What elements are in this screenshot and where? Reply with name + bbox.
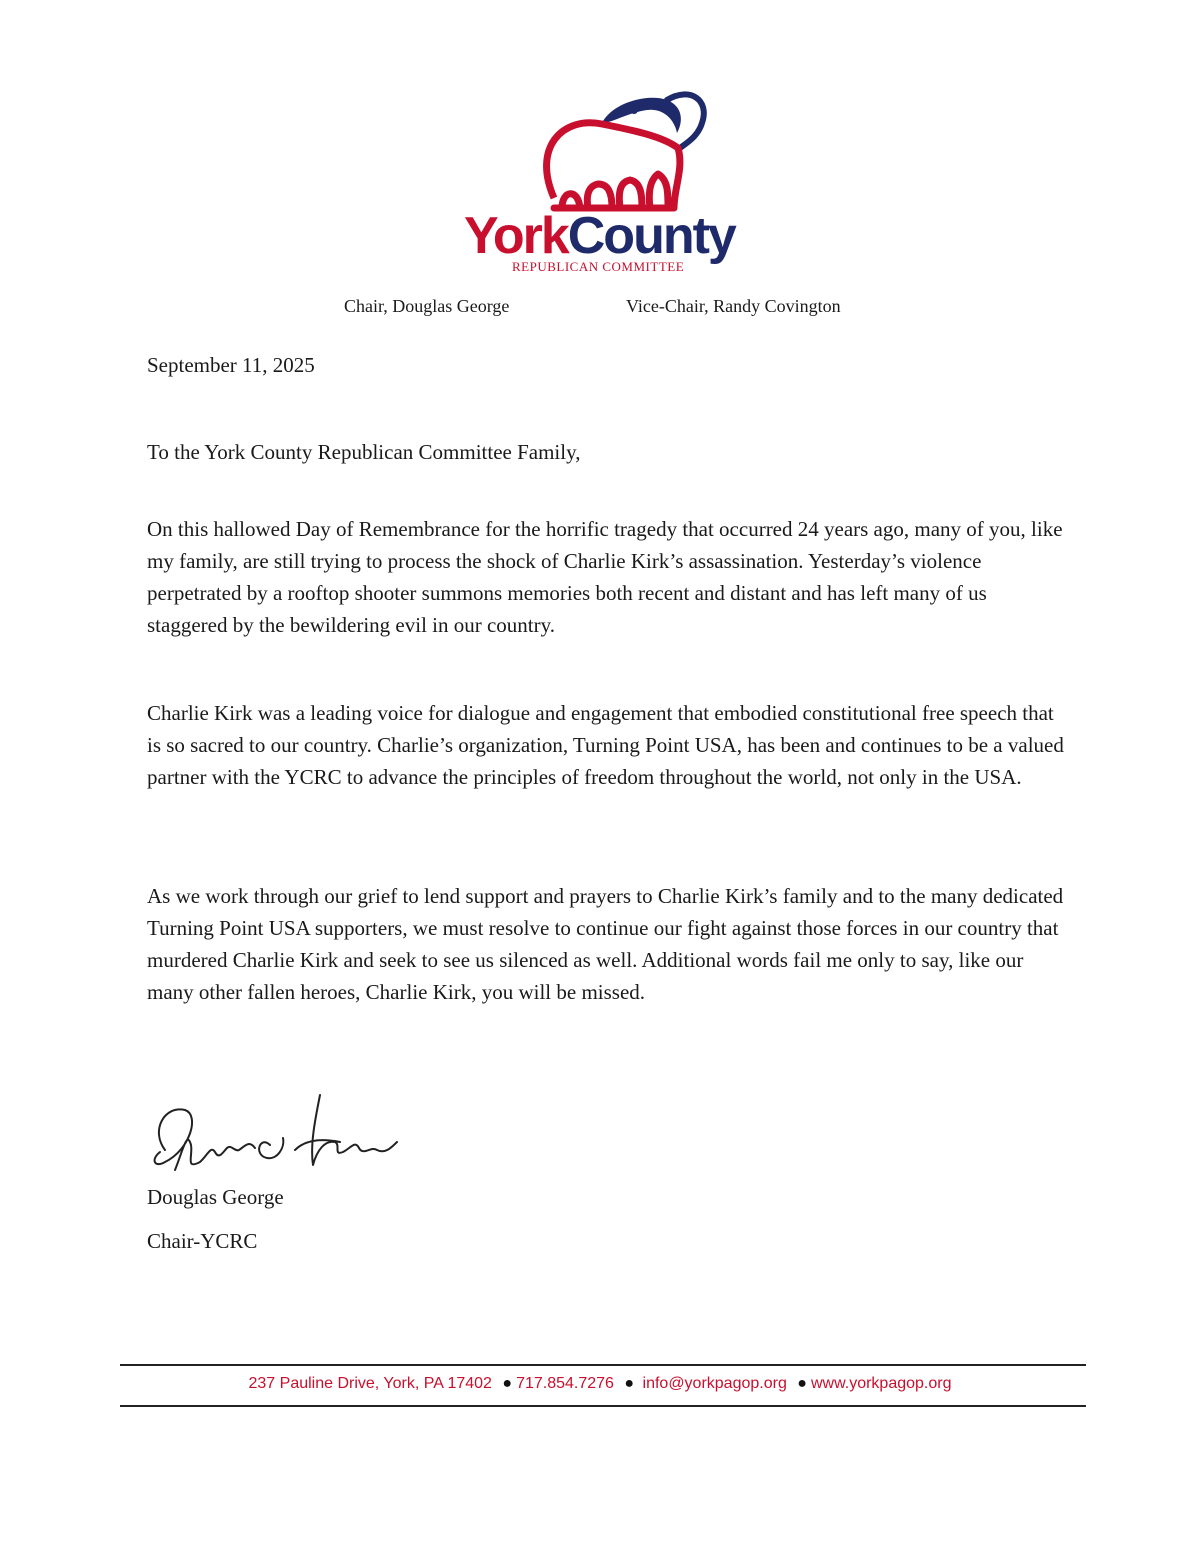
- footer-divider-bottom: [120, 1405, 1086, 1407]
- signer-title: Chair-YCRC: [147, 1229, 258, 1253]
- bullet-icon: ●: [502, 1375, 513, 1392]
- elephant-eye-icon: [630, 106, 638, 114]
- bullet-icon: ●: [624, 1375, 635, 1392]
- footer-contact: [0, 1375, 1200, 1393]
- letter-paragraph-1: On this hallowed Day of Remembrance for the horrific tragedy that occurred 24 years ago, many of you, like my family, are still trying to process the shock of Charlie Kirk’s assassination. Yesterday’s violence perpetrated by a rooftop shooter summons memories both recent and distant and has left many of us staggered by the bewildering evil in our country.: [147, 517, 1063, 637]
- footer-phone: 717.854.7276: [516, 1375, 614, 1392]
- handwritten-signature: [145, 1090, 405, 1190]
- letter-paragraph-2: Charlie Kirk was a leading voice for dialogue and engagement that embodied constitutional free speech that is so sacred to our country. Charlie’s organization, Turning Point USA, has been and continues to be a valued partner with the YCRC to advance the principles of freedom throughout the world, not only in the USA.: [147, 701, 1064, 789]
- footer-email[interactable]: info@yorkpagop.org: [642, 1375, 787, 1392]
- letter-salutation: To the York County Republican Committee Family,: [147, 440, 581, 464]
- elephant-body-icon: [547, 123, 680, 208]
- logo-wordmark-york: York: [464, 207, 568, 265]
- york-county-republican-logo: [462, 88, 742, 278]
- logo-wordmark-county: County: [567, 207, 735, 265]
- letter-paragraph-3: As we work through our grief to lend support and prayers to Charlie Kirk’s family and to the many dedicated Turning Point USA supporters, we must resolve to continue our fight against those forces in our country that murdered Charlie Kirk and seek to see us silenced as well. Additional words fail me only to say, like our many other fallen heroes, Charlie Kirk, you will be missed.: [147, 884, 1064, 1004]
- bullet-icon: ●: [797, 1375, 807, 1392]
- officers-line: [0, 296, 1200, 320]
- footer-address: 237 Pauline Drive, York, PA 17402: [248, 1375, 492, 1392]
- signer-name: Douglas George: [147, 1185, 284, 1209]
- logo-subtitle: REPUBLICAN COMMITTEE: [512, 259, 685, 274]
- svg-text:YorkCounty: [464, 207, 737, 265]
- vice-chair-label: Vice-Chair, Randy Covington: [626, 296, 841, 316]
- chair-label: Chair, Douglas George: [344, 296, 510, 316]
- footer-website[interactable]: www.yorkpagop.org: [810, 1375, 952, 1392]
- letter-date: September 11, 2025: [147, 353, 315, 377]
- footer-divider-top: [120, 1364, 1086, 1366]
